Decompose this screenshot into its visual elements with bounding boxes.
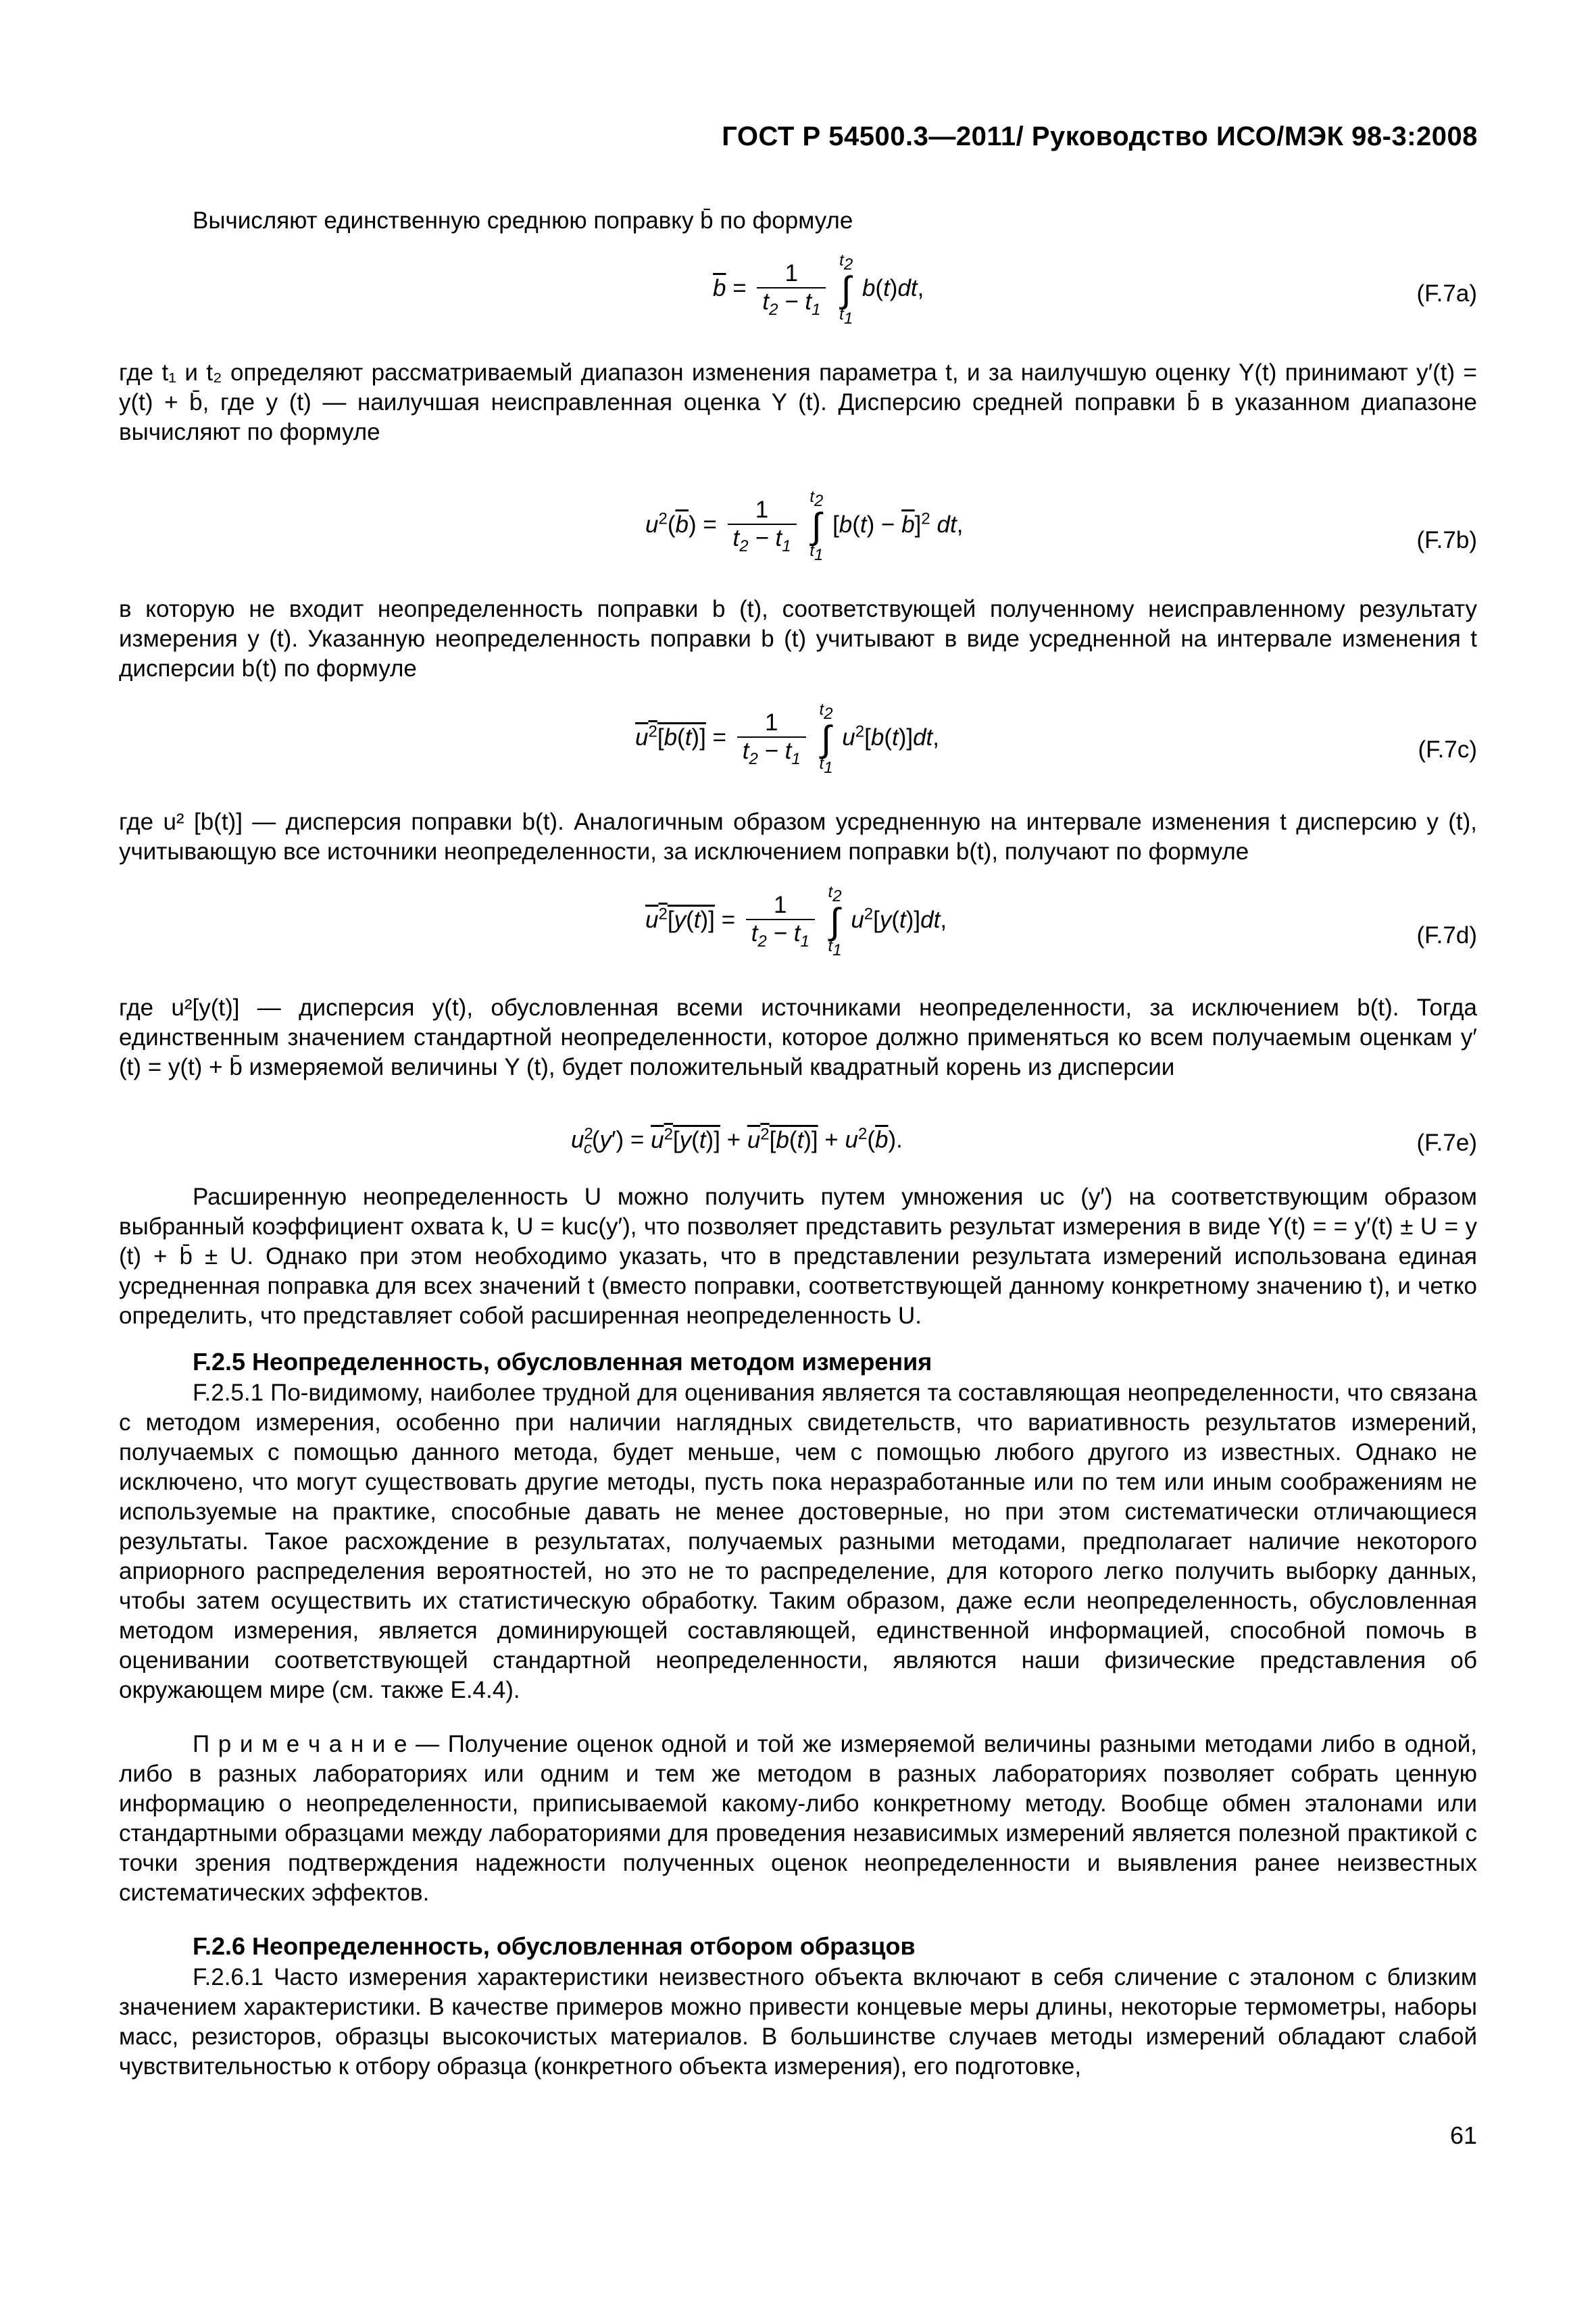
equation-number-f7c: (F.7c)	[1418, 736, 1477, 763]
formula-f7b: $u^2(\overline{b})$ = $\frac{1}{t_2 - t_1}$ $t_2$ ∫ $t_1$ $[b(t) - \overline{b}]^2$ dt,	[645, 488, 964, 564]
note-text: — Получение оценок одной и той же измеряемой величины разными методами либо в одной, либо в разных лабораториях или одним и тем же методом в разных лабораториях позволяет собрать ценную информацию о неопределенности, приписываемой какому-либо конкретному методу. Вообще обмен эталонами или стандартными образцами между лабораториями для проведения независимых измерений является полезной практикой с точки зрения подтверждения надежности полученных оценок неопределенности и выявления ранее неизвестных систематических эффектов.	[119, 1731, 1477, 1906]
equation-number-f7e: (F.7e)	[1416, 1130, 1477, 1156]
page-number: 61	[1449, 2121, 1477, 2149]
paragraph-6: Расширенную неопределенность U можно получить путем умножения uc (y′) на соответствующим образом выбранный коэффициент охвата k, U = kuc(y′), что позволяет представить результат измерения в виде Y(t) = = y′(t) ± U = y (t) + b̄ ± U. Однако при этом необходимо указать, что в представлении результата измерений использована единая усредненная поправка для всех значений t (вместо поправки, соответствующей данному конкретному значению t), и четко определить, что представляет собой расширенная неопределенность U.	[119, 1184, 1477, 1329]
paragraph-5: где u²[y(t)] — дисперсия y(t), обусловленная всеми источниками неопределенности, за исключением b(t). Тогда единственным значением стандартной неопределенности, которое должно применяться ко всем получаемым оценкам y′(t) = y(t) + b̄ измеряемой величины Y (t), будет положительный квадратный корень из дисперсии	[119, 995, 1477, 1080]
paragraph-3: в которую не входит неопределенность поправки b (t), соответствующей полученному неисправленному результату измерения y (t). Указанную неопределенность поправки b (t) учитывают в виде усредненной на интервале изменения t дисперсии b(t) по формуле	[119, 596, 1477, 682]
paragraph-2: где t₁ и t₂ определяют рассматриваемый диапазон изменения параметра t, и за наилучшую оценку Y(t) принимают y′(t) = y(t) + b̄, где y (t) — наилучшая неисправленная оценка Y (t). Дисперсию средней поправки b̄ в указанном диапазоне вычисляют по формуле	[119, 359, 1477, 445]
formula-f7a: $\overline{b}$ = $\frac{1}{t_2 - t_1}$ $t_2$ ∫ $t_1$ b(t)dt,	[713, 251, 924, 328]
paragraph-8: F.2.6.1 Часто измерения характеристики неизвестного объекта включают в себя сличение с эталоном с близким значением характеристики. В качестве примеров можно привести концевые меры длины, некоторые термометры, наборы масс, резисторов, образцы высокочистых материалов. В большинстве случаев методы измерений обладают слабой чувствительностью к отбору образца (конкретного объекта измерения), его подготовке,	[119, 1964, 1477, 2080]
paragraph-4: где u² [b(t)] — дисперсия поправки b(t). Аналогичным образом усредненную на интервале изменения t дисперсию y (t), учитывающую все источники неопределенности, за исключением поправки b(t), получают по формуле	[119, 809, 1477, 865]
paragraph-7: F.2.5.1 По-видимому, наиболее трудной для оценивания является та составляющая неопределенности, что связана с методом измерения, особенно при наличии наглядных свидетельств, что вариативность результатов измерений, получаемых с помощью данного метода, будет меньше, чем с помощью любого другого из известных. Однако не исключено, что могут существовать другие методы, пусть пока неразработанные или по тем или иным соображениям не используемые на практике, способные давать не менее достоверные, но при этом систематически отличающиеся результаты. Такое расхождение в результатах, получаемых разными методами, предполагает наличие некоторого априорного распределения вероятностей, но это не то распределение, для которого легко получить выборку данных, чтобы затем осуществить их статистическую обработку. Таким образом, даже если неопределенность, обусловленная методом измерения, является доминирующей составляющей, единственной информацией, способной помочь в оценивании соответствующей стандартной неопределенности, являются наши физические представления об окружающем мире (см. также Е.4.4).	[119, 1380, 1477, 1703]
running-header: ГОСТ Р 54500.3—2011/ Руководство ИСО/МЭК 98-3:2008	[722, 122, 1478, 151]
note-label: П р и м е ч а н и е	[193, 1731, 407, 1757]
paragraph-1: Вычисляют единственную среднюю поправку b̄ по формуле	[193, 207, 853, 234]
formula-f7c: $u^2[b(t)]$ = $\frac{1}{t_2 - t_1}$ $t_2$ ∫ $t_1$ $u^2[b(t)]dt$,	[635, 701, 940, 777]
formula-f7d: $u^2[y(t)]$ = $\frac{1}{t_2 - t_1}$ $t_2$ ∫ $t_1$ $u^2[y(t)]dt$,	[645, 883, 947, 959]
formula-f7e: $u^2_c(y') = u^2[y(t)] + u^2[b(t)] + u^2(\overline{b})$.	[571, 1125, 903, 1157]
note-paragraph	[119, 1730, 1477, 1908]
equation-number-f7a: (F.7a)	[1416, 280, 1477, 307]
equation-number-f7d: (F.7d)	[1416, 922, 1477, 949]
section-heading-f25: F.2.5 Неопределенность, обусловленная методом измерения	[193, 1348, 932, 1376]
equation-number-f7b: (F.7b)	[1416, 527, 1477, 553]
section-heading-f26: F.2.6 Неопределенность, обусловленная отбором образцов	[193, 1932, 916, 1960]
